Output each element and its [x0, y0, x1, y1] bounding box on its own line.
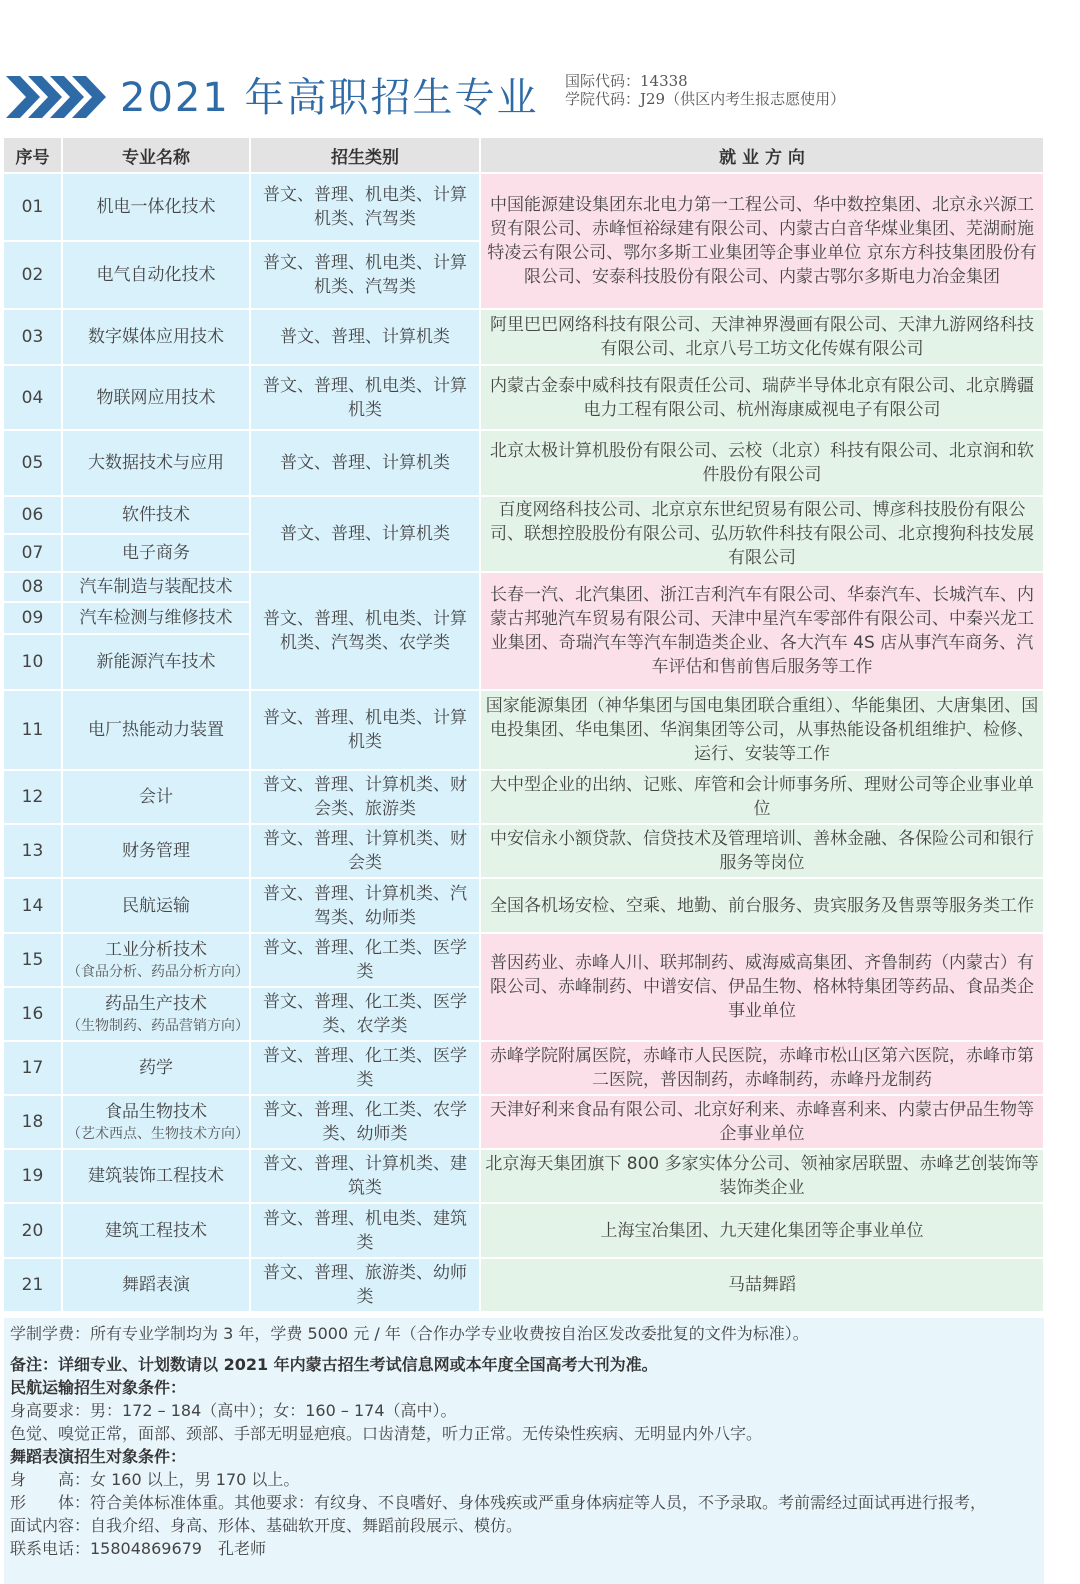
row-number: 21 — [4, 1258, 62, 1312]
remark-note: 备注：详细专业、计划数请以 2021 年内蒙古招生考试信息网或本年度全国高考大刊为准。 — [10, 1355, 658, 1374]
aviation-title: 民航运输招生对象条件： — [10, 1378, 187, 1397]
job-direction: 阿里巴巴网络科技有限公司、天津神界漫画有限公司、天津九游网络科技有限公司、北京八号工坊文化传媒有限公司 — [480, 309, 1044, 365]
major-name: 电子商务 — [62, 534, 250, 572]
row-number: 11 — [4, 690, 62, 770]
table-row — [4, 1149, 1044, 1203]
major-name: 财务管理 — [62, 824, 250, 878]
category: 普文、普理、化工类、医学类、农学类 — [250, 987, 480, 1041]
row-number: 17 — [4, 1041, 62, 1095]
row-number: 08 — [4, 572, 62, 602]
major-name-text: 食品生物技术 — [105, 1102, 207, 1122]
job-direction: 北京海天集团旗下 800 多家实体分公司、领袖家居联盟、赤峰艺创装饰等装饰类企业 — [480, 1149, 1044, 1203]
category: 普文、普理、计算机类、建筑类 — [250, 1149, 480, 1203]
major-name: 大数据技术与应用 — [62, 430, 250, 496]
dance-interview: 面试内容：自我介绍、身高、形体、基础软开度、舞蹈前段展示、模仿。 — [10, 1516, 523, 1535]
job-direction: 马喆舞蹈 — [480, 1258, 1044, 1312]
page-header — [0, 62, 1080, 132]
major-name: 软件技术 — [62, 496, 250, 534]
aviation-height: 身高要求：男：172 – 184（高中）；女：160 – 174（高中）。 — [10, 1401, 457, 1420]
chevron-right-icon — [6, 72, 108, 122]
major-name: 舞蹈表演 — [62, 1258, 250, 1312]
row-number: 14 — [4, 878, 62, 933]
major-name: 会计 — [62, 770, 250, 824]
row-number: 19 — [4, 1149, 62, 1203]
row-number: 16 — [4, 987, 62, 1041]
row-number: 10 — [4, 634, 62, 690]
fee-note: 学制学费：所有专业学制均为 3 年，学费 5000 元 / 年（合作办学专业收费按自治区发改委批复的文件为标准）。 — [10, 1324, 809, 1343]
row-number: 01 — [4, 173, 62, 241]
row-number: 04 — [4, 365, 62, 430]
major-name: 电气自动化技术 — [62, 241, 250, 309]
row-number: 12 — [4, 770, 62, 824]
category: 普文、普理、机电类、计算机类 — [250, 365, 480, 430]
table-row — [4, 1041, 1044, 1095]
major-name: 药学 — [62, 1041, 250, 1095]
job-direction: 中国能源建设集团东北电力第一工程公司、华中数控集团、北京永兴源工贸有限公司、赤峰恒裕绿建有限公司、内蒙古白音华煤业集团、芜湖耐施特凌云有限公司、鄂尔多斯工业集团等企事业单位 京东方科技集团股份有限公司、安泰科技股份有限公司、内蒙古鄂尔多斯电力冶金集团 — [480, 173, 1044, 309]
column-header: 就 业 方 向 — [480, 138, 1044, 173]
job-direction: 国家能源集团（神华集团与国电集团联合重组）、华能集团、大唐集团、国电投集团、华电集团、华润集团等公司，从事热能设备机组维护、检修、运行、安装等工作 — [480, 690, 1044, 770]
table-row — [4, 824, 1044, 878]
majors-table — [4, 138, 1045, 1313]
major-name: 数字媒体应用技术 — [62, 309, 250, 365]
column-header: 序号 — [4, 138, 62, 173]
category: 普文、普理、化工类、农学类、幼师类 — [250, 1095, 480, 1149]
category: 普文、普理、计算机类、财会类 — [250, 824, 480, 878]
table-row — [4, 1258, 1044, 1312]
table-row — [4, 173, 1044, 241]
table-row — [4, 1095, 1044, 1149]
major-name: 汽车制造与装配技术 — [62, 572, 250, 602]
row-number: 13 — [4, 824, 62, 878]
row-number: 15 — [4, 933, 62, 987]
table-row — [4, 496, 1044, 534]
row-number: 07 — [4, 534, 62, 572]
category: 普文、普理、化工类、医学类 — [250, 933, 480, 987]
category: 普文、普理、机电类、计算机类、汽驾类、农学类 — [250, 572, 480, 690]
major-name-text: 药品生产技术 — [105, 994, 207, 1014]
job-direction: 百度网络科技公司、北京京东世纪贸易有限公司、博彦科技股份有限公司、联想控股股份有限公司、弘历软件科技有限公司、北京搜狗科技发展有限公司 — [480, 496, 1044, 572]
category: 普文、普理、化工类、医学类 — [250, 1041, 480, 1095]
major-name: 电厂热能动力装置 — [62, 690, 250, 770]
table-row — [4, 430, 1044, 496]
notes-section — [4, 1318, 1044, 1584]
category: 普文、普理、旅游类、幼师类 — [250, 1258, 480, 1312]
category: 普文、普理、计算机类 — [250, 496, 480, 572]
category: 普文、普理、计算机类、汽驾类、幼师类 — [250, 878, 480, 933]
row-number: 06 — [4, 496, 62, 534]
job-direction: 大中型企业的出纳、记账、库管和会计师事务所、理财公司等企业事业单位 — [480, 770, 1044, 824]
category: 普文、普理、计算机类 — [250, 309, 480, 365]
job-direction: 赤峰学院附属医院，赤峰市人民医院，赤峰市松山区第六医院，赤峰市第二医院，普因制药，赤峰制药，赤峰丹龙制药 — [480, 1041, 1044, 1095]
category: 普文、普理、机电类、计算机类、汽驾类 — [250, 241, 480, 309]
row-number: 18 — [4, 1095, 62, 1149]
major-subtitle: （生物制药、药品营销方向） — [67, 1018, 249, 1034]
major-name-text: 工业分析技术 — [105, 940, 207, 960]
table-header-row — [4, 138, 1044, 173]
major-name: 物联网应用技术 — [62, 365, 250, 430]
school-codes — [565, 72, 845, 108]
job-direction: 普因药业、赤峰人川、联邦制药、威海威高集团、齐鲁制药（内蒙古）有限公司、赤峰制药、中谱安信、伊品生物、格林特集团等药品、食品类企事业单位 — [480, 933, 1044, 1041]
category: 普文、普理、计算机类 — [250, 430, 480, 496]
job-direction: 长春一汽、北汽集团、浙江吉利汽车有限公司、华泰汽车、长城汽车、内蒙古邦驰汽车贸易有限公司、天津中星汽车零部件有限公司、中秦兴龙工业集团、奇瑞汽车等汽车制造类企业、各大汽车 4S 店从事汽车商务、汽车评估和售前售后服务等工作 — [480, 572, 1044, 690]
job-direction: 内蒙古金泰中威科技有限责任公司、瑞萨半导体北京有限公司、北京腾疆电力工程有限公司、杭州海康威视电子有限公司 — [480, 365, 1044, 430]
major-name: 民航运输 — [62, 878, 250, 933]
major-name — [62, 987, 250, 1041]
category: 普文、普理、机电类、计算机类 — [250, 690, 480, 770]
table-row — [4, 878, 1044, 933]
major-name — [62, 1095, 250, 1149]
table-row — [4, 572, 1044, 602]
major-subtitle: （食品分析、药品分析方向） — [67, 964, 249, 980]
job-direction: 北京太极计算机股份有限公司、云校（北京）科技有限公司、北京润和软件股份有限公司 — [480, 430, 1044, 496]
job-direction: 上海宝冶集团、九天建化集团等企事业单位 — [480, 1203, 1044, 1258]
major-name: 机电一体化技术 — [62, 173, 250, 241]
table-row — [4, 690, 1044, 770]
contact-phone: 联系电话：15804869679 孔老师 — [10, 1539, 266, 1558]
category: 普文、普理、机电类、建筑类 — [250, 1203, 480, 1258]
major-name: 建筑装饰工程技术 — [62, 1149, 250, 1203]
table-row — [4, 1203, 1044, 1258]
page-title: 2021 年高职招生专业 — [120, 75, 539, 121]
category: 普文、普理、机电类、计算机类、汽驾类 — [250, 173, 480, 241]
major-name: 新能源汽车技术 — [62, 634, 250, 690]
table-row — [4, 933, 1044, 987]
category: 普文、普理、计算机类、财会类、旅游类 — [250, 770, 480, 824]
column-header: 专业名称 — [62, 138, 250, 173]
major-subtitle: （艺术西点、生物技术方向） — [67, 1126, 249, 1142]
row-number: 09 — [4, 602, 62, 634]
table-row — [4, 365, 1044, 430]
table-row — [4, 309, 1044, 365]
job-direction: 天津好利来食品有限公司、北京好利来、赤峰喜利来、内蒙古伊品生物等企事业单位 — [480, 1095, 1044, 1149]
row-number: 20 — [4, 1203, 62, 1258]
row-number: 05 — [4, 430, 62, 496]
college-code: 学院代码：J29（供区内考生报志愿使用） — [565, 90, 846, 108]
intl-code: 国际代码：14338 — [565, 72, 688, 90]
row-number: 03 — [4, 309, 62, 365]
table-row — [4, 770, 1044, 824]
major-name — [62, 933, 250, 987]
column-header: 招生类别 — [250, 138, 480, 173]
dance-title: 舞蹈表演招生对象条件： — [10, 1447, 187, 1466]
dance-body: 形 体：符合美体标准体重。其他要求：有纹身、不良嗜好、身体残疾或严重身体病症等人员，不予录取。考前需经过面试再进行报考， — [10, 1493, 987, 1512]
row-number: 02 — [4, 241, 62, 309]
job-direction: 全国各机场安检、空乘、地勤、前台服务、贵宾服务及售票等服务类工作 — [480, 878, 1044, 933]
dance-height: 身 高：女 160 以上，男 170 以上。 — [10, 1470, 300, 1489]
major-name: 汽车检测与维修技术 — [62, 602, 250, 634]
job-direction: 中安信永小额贷款、信贷技术及管理培训、善林金融、各保险公司和银行服务等岗位 — [480, 824, 1044, 878]
aviation-other: 色觉、嗅觉正常，面部、颈部、手部无明显疤痕。口齿清楚，听力正常。无传染性疾病、无明显内外八字。 — [10, 1424, 763, 1443]
major-name: 建筑工程技术 — [62, 1203, 250, 1258]
